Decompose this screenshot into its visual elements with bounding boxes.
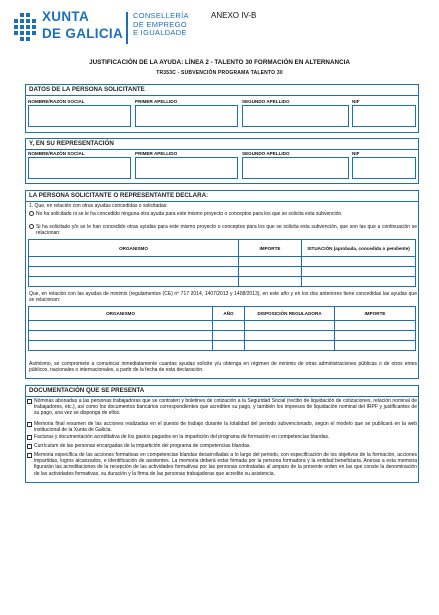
table-cell[interactable] [29, 321, 213, 331]
representante-nif-field[interactable] [352, 157, 416, 179]
solicitante-primer-apellido-field[interactable] [135, 105, 238, 127]
label-nif: NIF [352, 151, 360, 156]
logo-cons-line2: DE EMPREGO [133, 19, 187, 29]
solicitante-nombre-field[interactable] [28, 105, 131, 127]
form-subtitle: TR353C - SUBVENCIÓN PROGRAMA TALENTO 30 [156, 70, 283, 76]
section-divider [26, 201, 418, 202]
logo-separator [126, 12, 128, 44]
table-row [29, 341, 416, 351]
col-disposicion: DISPOSICIÓN REGULADORA [245, 307, 335, 321]
table-cell[interactable] [29, 331, 213, 341]
table-cell[interactable] [335, 321, 416, 331]
logo-cons-line1: CONSELLERÍA [133, 11, 189, 20]
section-divider [26, 396, 418, 397]
radio-si-ha-solicitado[interactable] [29, 224, 34, 229]
col-situacion: SITUACIÓN (aprobada, concedida o pendiente) [302, 240, 416, 257]
anexo-label: ANEXO IV-B [211, 11, 257, 20]
table-cell[interactable] [302, 267, 416, 277]
section-documentacion [25, 385, 419, 483]
table-cell[interactable] [213, 321, 245, 331]
label-segundo-apellido: SEGUNDO APELLIDO [242, 99, 290, 104]
table-cell[interactable] [239, 257, 302, 267]
label-segundo-apellido: SEGUNDO APELLIDO [242, 151, 290, 156]
doc-item-memoria-final: Memoria final resumen de las acciones realizadas en el puesto de trabajo durante la totalidad del periodo subvencionado, según el modelo que se publicará en la web institucional de la Xunta de Galicia. [34, 421, 417, 434]
table-cell[interactable] [239, 277, 302, 287]
doc-item-curriculum: Currículum de las personas encargadas de la impartición del programa de competencias blandas. [34, 443, 251, 449]
section-representacion [25, 138, 419, 184]
option-si-ha-solicitado-label: Si ha solicitado y/o se le han concedido otras ayudas para este mismo proyecto o conceptos para los que se solicita esta subvención, que son las que a continuación se relacionan: [36, 224, 417, 237]
checkbox-curriculum[interactable] [27, 444, 32, 449]
table-cell[interactable] [245, 341, 335, 351]
checkbox-nominas[interactable] [27, 399, 32, 404]
xunta-logo-icon [12, 12, 38, 42]
header [12, 10, 432, 54]
ayudas-table [28, 239, 416, 287]
table-cell[interactable] [29, 341, 213, 351]
section-documentacion-title: DOCUMENTACIÓN QUE SE PRESENTA [29, 387, 145, 394]
table-header-row [29, 240, 416, 257]
label-primer-apellido: PRIMER APELLIDO [135, 99, 178, 104]
logo-xunta-line2: DE GALICIA [42, 26, 124, 41]
col-importe: IMPORTE [239, 240, 302, 257]
logo-conselleria-text [133, 12, 189, 38]
col-importe: IMPORTE [335, 307, 416, 321]
table-cell[interactable] [302, 257, 416, 267]
col-ano: AÑO [213, 307, 245, 321]
minimis-table [28, 306, 416, 351]
minimis-text: Que, en relación con las ayudas de minimis (regulamentos (CE) nº 717 2014, 1407/2013 y 1408/2013), en este año y en los dos anteriores tiene concedidas las ayudas que se relacionan: [29, 291, 417, 304]
label-nombre: NOMBRE/RAZÓN SOCIAL [28, 99, 85, 104]
section-declara-title: LA PERSONA SOLICITANTE O REPRESENTANTE DECLARA: [29, 192, 209, 199]
label-nombre: NOMBRE/RAZÓN SOCIAL [28, 151, 85, 156]
table-row [29, 277, 416, 287]
doc-item-memoria-especifica: Memoria específica de las acciones formativas en competencias blandas desarrolladas a lo largo del periodo, con especificación de los objetivos de la formación, acciones impartidas, logros alcanzados, e identificación de asistentes. La memoria deberá estar firmada por la persona formadora y la entidad beneficiaria. Anexas a esta memoria figurarán las acreditaciones de la recepción de las actividades formativas por las personas contratadas al amparo de la presente orden en las que conste la denominación de las actividades formativas, su duración y la firma de las personas trabajadoras que acredite su asistencia. [34, 452, 417, 477]
table-cell[interactable] [335, 341, 416, 351]
compromiso-text: Asimismo, se compromete a comunicar inmediatamente cuantas ayudas solicite y/u obtenga en régimen de minimis de otras administraciones públicas o de otros entes públicos, nacionales o internacionales, a partir de la fecha de esta declaración. [29, 361, 417, 374]
question-1: 1. Que, en relación con otras ayudas concedidas o solicitadas: [29, 203, 168, 209]
table-cell[interactable] [239, 267, 302, 277]
section-divider [26, 149, 418, 150]
logo-cons-line3: E IGUALDADE [133, 28, 187, 38]
table-cell[interactable] [245, 331, 335, 341]
section-solicitante-title: DATOS DE LA PERSONA SOLICITANTE [29, 86, 145, 93]
logo-xunta-line1: XUNTA [42, 9, 89, 24]
col-organismo: ORGANISMO [29, 240, 239, 257]
logo-xunta-text [42, 10, 123, 41]
form-title: JUSTIFICACIÓN DE LA AYUDA: LÍNEA 2 - TALENTO 30 FORMACIÓN EN ALTERNANCIA [89, 59, 350, 66]
checkbox-memoria-especifica[interactable] [27, 453, 32, 458]
representante-nombre-field[interactable] [28, 157, 131, 179]
section-representacion-title: Y, EN SU REPRESENTACIÓN [29, 140, 114, 147]
solicitante-nif-field[interactable] [352, 105, 416, 127]
table-row [29, 321, 416, 331]
table-cell[interactable] [335, 331, 416, 341]
section-divider [26, 95, 418, 96]
doc-item-facturas: Facturas y documentación acreditativa de los gastos pagados en la impartición del programa de formación en competencias blandas. [34, 434, 330, 440]
representante-primer-apellido-field[interactable] [135, 157, 238, 179]
table-cell[interactable] [29, 257, 239, 267]
table-cell[interactable] [29, 277, 239, 287]
label-primer-apellido: PRIMER APELLIDO [135, 151, 178, 156]
table-cell[interactable] [213, 341, 245, 351]
table-cell[interactable] [29, 267, 239, 277]
table-cell[interactable] [213, 331, 245, 341]
table-row [29, 257, 416, 267]
checkbox-memoria-final[interactable] [27, 422, 32, 427]
table-cell[interactable] [302, 277, 416, 287]
doc-item-nominas: Nóminas abonadas a las personas trabajadoras que se contraten y boletines de cotización a la Seguridad Social (recibo de liquidación de cotizaciones, relación nominal de trabajadores, etc.), así como los documentos bancarios correspondientes que acrediten su pago, y también los impresos de liquidación nominal del IRPF y justificantes de su pago, una vez se disponga de ellos. [34, 398, 417, 417]
table-row [29, 331, 416, 341]
representante-segundo-apellido-field[interactable] [242, 157, 349, 179]
table-row [29, 267, 416, 277]
section-solicitante [25, 84, 419, 133]
solicitante-segundo-apellido-field[interactable] [242, 105, 349, 127]
col-organismo: ORGANISMO [29, 307, 213, 321]
radio-no-ha-solicitado[interactable] [29, 211, 34, 216]
checkbox-facturas[interactable] [27, 435, 32, 440]
label-nif: NIF [352, 99, 360, 104]
table-header-row [29, 307, 416, 321]
option-no-ha-solicitado-label: No ha solicitado ni se le ha concedido ninguna otra ayuda para este mismo proyecto o conceptos para los que se solicita esta subvención. [36, 211, 343, 217]
table-cell[interactable] [245, 321, 335, 331]
section-declara [25, 190, 419, 379]
